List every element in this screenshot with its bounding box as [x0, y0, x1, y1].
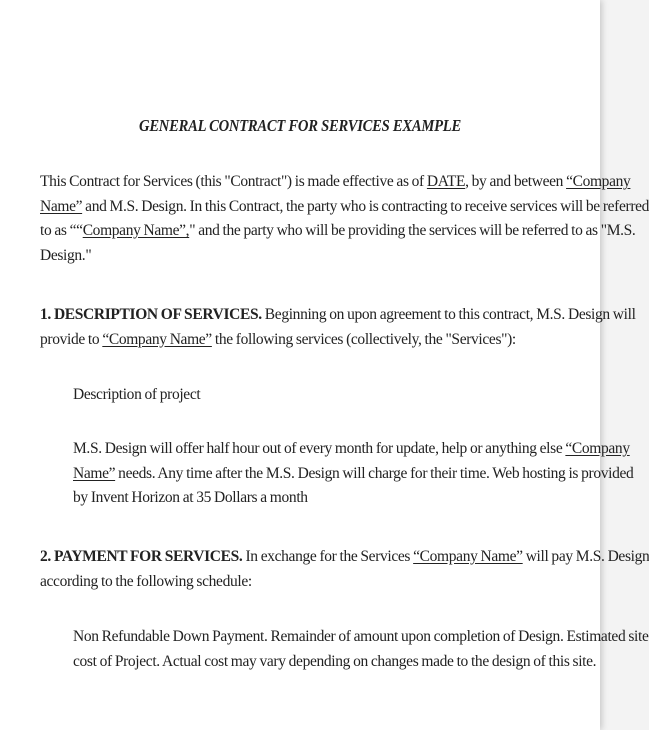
section-2-paragraph: [40, 545, 649, 594]
document-title: GENERAL CONTRACT FOR SERVICES EXAMPLE: [139, 116, 461, 135]
intro-line-2: Name” and M.S. Design. In this Contract, the party who is contracting to receive services will be referred: [40, 197, 649, 215]
intro-line-4: Design.": [40, 246, 92, 264]
services-line-2: Name” needs. Any time after the M.S. Design will charge for their time. Web hosting is provided: [73, 464, 634, 482]
payment-line-2: cost of Project. Actual cost may vary depending on changes made to the design of this site.: [73, 652, 597, 670]
section-2-line-1: 2. PAYMENT FOR SERVICES. In exchange for the Services “Company Name” will pay M.S. Design: [40, 548, 649, 565]
services-line-1: M.S. Design will offer half hour out of every month for update, help or anything else “Company: [73, 440, 630, 457]
section-1-paragraph: [40, 303, 636, 352]
section-1-services-paragraph: [73, 437, 633, 511]
company-name-placeholder: “Company Name”: [102, 330, 212, 348]
company-name-placeholder: Name”: [73, 464, 116, 482]
section-2-heading: 2. PAYMENT FOR SERVICES.: [40, 548, 243, 565]
services-line-3: by Invent Horizon at 35 Dollars a month: [73, 489, 308, 506]
intro-line-3: to as ““Company Name”," and the party who will be providing the services will be referred to as "M.S.: [40, 222, 636, 239]
section-1-line-2: provide to “Company Name” the following services (collectively, the "Services"):: [40, 330, 516, 348]
company-name-placeholder: “Company Name”: [413, 548, 523, 565]
company-name-placeholder: Company Name”,: [82, 222, 190, 239]
payment-line-1: Non Refundable Down Payment. Remainder of amount upon completion of Design. Estimated site: [73, 628, 649, 645]
payment-schedule-paragraph: [73, 625, 649, 674]
company-name-placeholder: “Company: [565, 440, 630, 457]
company-name-placeholder: Name”: [40, 197, 83, 215]
section-1-heading: 1. DESCRIPTION OF SERVICES.: [40, 306, 262, 323]
company-name-placeholder: “Company: [566, 173, 631, 190]
date-placeholder: DATE: [426, 173, 466, 190]
intro-line-1: This Contract for Services (this "Contract") is made effective as of DATE, by and between “Company: [40, 173, 631, 190]
section-1-line-1: 1. DESCRIPTION OF SERVICES. Beginning on upon agreement to this contract, M.S. Design will: [40, 306, 636, 323]
section-2-line-2: according to the following schedule:: [40, 572, 252, 590]
project-description-label: Description of project: [73, 386, 201, 403]
intro-paragraph: [40, 170, 649, 268]
